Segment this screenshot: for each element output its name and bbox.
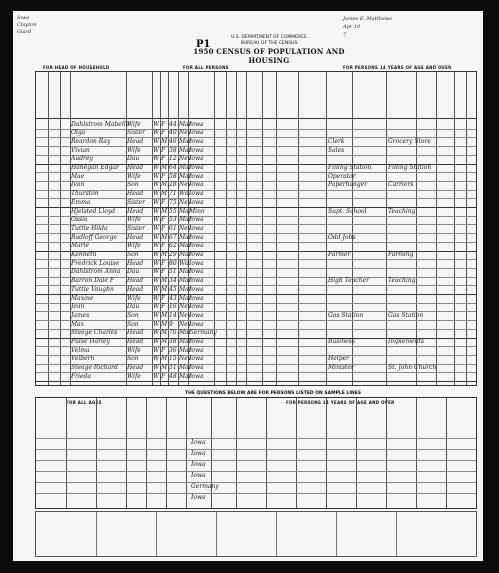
race: W	[153, 216, 160, 224]
age: 44	[169, 120, 177, 128]
relationship: Head	[127, 190, 144, 198]
sample-column-rule	[416, 398, 417, 508]
sex: F	[161, 303, 166, 311]
person-name: Maxine	[71, 294, 94, 302]
census-sheet	[13, 11, 483, 561]
sample-column-rule	[166, 398, 167, 508]
birthplace: Iowa	[189, 164, 204, 171]
race: W	[153, 259, 160, 267]
person-name: Olga	[71, 129, 86, 137]
marital-status: Nev	[179, 129, 192, 137]
person-name: Max	[71, 320, 85, 328]
age: 9	[169, 320, 173, 328]
enumerator-name: James E. Matthews	[343, 16, 392, 22]
relationship: Wife	[127, 294, 141, 302]
race: W	[153, 329, 160, 337]
marital-status: Wd	[179, 190, 190, 198]
person-name: Kenneth	[71, 251, 97, 258]
age: 46	[169, 137, 177, 145]
occupation: Minister	[328, 364, 354, 372]
age: 14	[169, 311, 177, 319]
sample-column-rule	[96, 398, 97, 508]
section-persons-14: FOR PERSONS 14 YEARS OF AGE AND OVER	[343, 65, 452, 70]
relationship: Head	[127, 207, 144, 215]
sample-row-rule	[36, 438, 476, 439]
sex: M	[161, 364, 168, 372]
census-title: 1950 CENSUS OF POPULATION AND HOUSING	[193, 47, 345, 65]
age: 51	[169, 268, 177, 276]
person-name: Dahlstrom Mabelle	[71, 120, 130, 128]
header-right	[343, 15, 481, 39]
sex: M	[161, 190, 168, 198]
relationship: Wife	[127, 172, 141, 180]
marital-status: Nev	[179, 303, 192, 311]
relationship: Sister	[127, 198, 145, 206]
sex: M	[161, 137, 168, 145]
birthplace: Iowa	[189, 190, 204, 198]
birthplace: Iowa	[189, 277, 204, 285]
birthplace: Iowa	[189, 372, 204, 380]
person-name: Ivan	[71, 181, 85, 189]
sex: F	[161, 346, 166, 354]
race: W	[153, 172, 160, 180]
age: 29	[169, 251, 177, 258]
race: W	[153, 303, 160, 311]
birthplace: Iowa	[189, 311, 204, 319]
sample-row-rule	[36, 493, 476, 494]
age: 53	[169, 216, 177, 224]
race: W	[153, 311, 160, 319]
age: 36	[169, 346, 177, 354]
township-value: Giard	[17, 29, 32, 35]
birthplace: Iowa	[189, 224, 204, 232]
sample-column-rule	[356, 398, 357, 508]
birthplace: Iowa	[189, 303, 204, 311]
relationship: Sister	[127, 224, 145, 232]
sample-column-rule	[66, 398, 67, 508]
race: W	[153, 285, 160, 293]
footer-notes-box	[35, 511, 477, 557]
age: 80	[169, 259, 177, 267]
person-name: Emma	[71, 198, 91, 206]
birthplace: Iowa	[189, 137, 204, 145]
person-name: Tuttle Hilda	[71, 224, 108, 232]
marital-status: Nev	[179, 155, 192, 163]
relationship: Head	[127, 364, 144, 372]
sample-section-title: THE QUESTIONS BELOW ARE FOR PERSONS LISTED ON SAMPLE LINES	[185, 391, 361, 396]
marital-status: Mar	[179, 285, 192, 293]
enumeration-date: Apr 10	[343, 24, 361, 30]
person-name: Pulse Harley	[71, 338, 110, 345]
person-name: Hjelsted Lloyd	[71, 207, 116, 215]
industry: Gas Station	[388, 311, 424, 319]
race: W	[153, 129, 160, 137]
sex: M	[161, 233, 168, 241]
person-name: Hanegan Edgar	[71, 164, 119, 171]
sex: M	[161, 311, 168, 319]
birthplace: Iowa	[189, 294, 204, 302]
person-name: Fredrick Louise	[71, 259, 120, 267]
person-name: Barron Dale F	[71, 277, 115, 285]
birthplace: Iowa	[189, 129, 204, 137]
sheet-number: 7	[343, 32, 347, 38]
relationship: Head	[127, 233, 144, 241]
occupation: Farmer	[328, 251, 351, 258]
person-name: Ossia	[71, 216, 88, 224]
race: W	[153, 120, 160, 128]
race: W	[153, 190, 160, 198]
sample-birthplace: Iowa	[191, 472, 206, 479]
age: 71	[169, 190, 177, 198]
race: W	[153, 233, 160, 241]
sample-row-rule	[36, 449, 476, 450]
sex: M	[161, 355, 168, 363]
race: W	[153, 198, 160, 206]
sample-column-rule	[446, 398, 447, 508]
age: 67	[169, 233, 177, 241]
race: W	[153, 164, 160, 171]
occupation: Operator	[328, 172, 356, 180]
sample-birthplace: Germany	[191, 483, 219, 490]
person-name: Steege Richard	[71, 364, 118, 372]
relationship: Head	[127, 259, 144, 267]
sex: F	[161, 259, 166, 267]
race: W	[153, 137, 160, 145]
birthplace: Iowa	[189, 268, 204, 276]
industry: Grocery Store	[388, 137, 431, 145]
form-code: P1	[196, 39, 211, 50]
marital-status: Mar	[179, 338, 192, 345]
marital-status: Nev	[179, 320, 192, 328]
relationship: Dau	[127, 155, 140, 163]
birthplace: Iowa	[189, 364, 204, 372]
sex: F	[161, 172, 166, 180]
occupation: Sales	[328, 146, 345, 154]
marital-status: Mar	[179, 329, 192, 337]
relationship: Head	[127, 285, 144, 293]
age: 28	[169, 181, 177, 189]
sex: F	[161, 242, 166, 250]
marital-status: Mar	[179, 172, 192, 180]
race: W	[153, 268, 160, 276]
age: 62	[169, 242, 177, 250]
age: 75	[169, 198, 177, 206]
relationship: Son	[127, 320, 139, 328]
sample-birthplace: Iowa	[191, 450, 206, 457]
relationship: Son	[127, 251, 139, 258]
industry: St. John Church	[388, 364, 437, 372]
marital-status: Mar	[179, 251, 192, 258]
birthplace: Iowa	[189, 259, 204, 267]
person-name: Tuttle Vaughn	[71, 285, 114, 293]
birthplace: Iowa	[189, 285, 204, 293]
footer-column-rule	[96, 512, 97, 556]
race: W	[153, 224, 160, 232]
sample-birthplace: Iowa	[191, 494, 206, 501]
sex: M	[161, 338, 168, 345]
sex: F	[161, 146, 166, 154]
industry: Carriers	[388, 181, 414, 189]
sample-14-label: FOR PERSONS 14 YEARS OF AGE AND OVER	[286, 400, 395, 405]
relationship: Head	[127, 329, 144, 337]
footer-column-rule	[336, 512, 337, 556]
sex: M	[161, 164, 168, 171]
birthplace: Iowa	[189, 233, 204, 241]
sex: M	[161, 251, 168, 258]
sample-column-rule	[266, 398, 267, 508]
header-left	[17, 15, 105, 36]
race: W	[153, 320, 160, 328]
sample-birthplace: Iowa	[191, 461, 206, 468]
marital-status: Mar	[179, 216, 192, 224]
marital-status: Mar	[179, 294, 192, 302]
race: W	[153, 155, 160, 163]
bureau: BUREAU OF THE CENSUS	[240, 41, 298, 46]
age: 43	[169, 294, 177, 302]
sex: F	[161, 129, 166, 137]
birthplace: Iowa	[189, 181, 204, 189]
footer-column-rule	[276, 512, 277, 556]
marital-status: Mar	[179, 207, 192, 215]
age: 61	[169, 224, 177, 232]
age: 48	[169, 372, 177, 380]
title-block	[189, 35, 349, 65]
race: W	[153, 294, 160, 302]
birthplace: Iowa	[189, 338, 204, 345]
race: W	[153, 146, 160, 154]
marital-status: Mar	[179, 242, 192, 250]
relationship: Wife	[127, 346, 141, 354]
sex: F	[161, 372, 166, 380]
birthplace: Germany	[189, 329, 217, 337]
person-name: Audrey	[71, 155, 93, 163]
county-value: Clayton	[17, 22, 37, 28]
age: 38	[169, 146, 177, 154]
birthplace: Iowa	[189, 320, 204, 328]
age: 38	[169, 338, 177, 345]
industry: Filling Station	[388, 164, 432, 171]
birthplace: Iowa	[189, 216, 204, 224]
relationship: Head	[127, 164, 144, 171]
sample-column-rule	[326, 398, 327, 508]
marital-status: Nev	[179, 181, 192, 189]
race: W	[153, 277, 160, 285]
sex: M	[161, 277, 168, 285]
section-household: FOR HEAD OF HOUSEHOLD	[43, 65, 110, 70]
sample-column-rule	[126, 398, 127, 508]
marital-status: Mar	[179, 146, 192, 154]
marital-status: Nev	[179, 355, 192, 363]
sample-row-rule	[36, 471, 476, 472]
footer-column-rule	[216, 512, 217, 556]
marital-status: Mar	[179, 277, 192, 285]
age: 12	[169, 155, 177, 163]
sample-column-rule	[186, 398, 187, 508]
marital-status: Mar	[179, 120, 192, 128]
sex: M	[161, 181, 168, 189]
sample-lines-grid	[35, 397, 477, 509]
marital-status: Mar	[179, 346, 192, 354]
person-name: Radloff George	[71, 233, 117, 241]
birthplace: Iowa	[189, 146, 204, 154]
sex: M	[161, 207, 168, 215]
sample-row-rule	[36, 482, 476, 483]
person-name: Marie	[71, 242, 90, 250]
marital-status: Mar	[179, 364, 192, 372]
marital-status: Mar	[179, 233, 192, 241]
state-value: Iowa	[17, 15, 30, 21]
person-name: Velma	[71, 346, 90, 354]
person-name: Mae	[71, 172, 85, 180]
sex: F	[161, 198, 166, 206]
marital-status: Mar	[179, 137, 192, 145]
relationship: Wife	[127, 372, 141, 380]
occupation: Supt. School	[328, 207, 367, 215]
relationship: Son	[127, 311, 139, 319]
person-name: Thurston	[71, 190, 99, 198]
birthplace: Iowa	[189, 355, 204, 363]
sex: M	[161, 329, 168, 337]
occupation: Odd Jobs	[328, 233, 356, 241]
footer-column-rule	[156, 512, 157, 556]
birthplace: Iowa	[189, 155, 204, 163]
race: W	[153, 346, 160, 354]
race: W	[153, 338, 160, 345]
sample-all-ages-label: FOR ALL AGES	[66, 400, 102, 405]
race: W	[153, 364, 160, 372]
race: W	[153, 207, 160, 215]
race: W	[153, 372, 160, 380]
sex: M	[161, 285, 168, 293]
marital-status: Nev	[179, 198, 192, 206]
sample-row-rule	[36, 460, 476, 461]
sample-column-rule	[146, 398, 147, 508]
person-name: Steege Charles	[71, 329, 118, 337]
race: W	[153, 181, 160, 189]
person-name: Dahlstrom Anna	[71, 268, 121, 276]
marital-status: Nev	[179, 311, 192, 319]
birthplace: Iowa	[189, 251, 204, 258]
sex: M	[161, 320, 168, 328]
marital-status: Mar	[179, 164, 192, 171]
person-name: Reardon Ray	[71, 137, 111, 145]
sample-birthplace: Iowa	[191, 439, 206, 446]
marital-status: Mar	[179, 268, 192, 276]
birthplace: Iowa	[189, 346, 204, 354]
sex: F	[161, 216, 166, 224]
birthplace: Iowa	[189, 242, 204, 250]
sample-column-rule	[236, 398, 237, 508]
age: 45	[169, 285, 177, 293]
age: 51	[169, 364, 177, 372]
sex: F	[161, 155, 166, 163]
sample-column-rule	[386, 398, 387, 508]
sample-column-rule	[296, 398, 297, 508]
person-name: Jean	[71, 303, 85, 311]
race: W	[153, 355, 160, 363]
section-all-persons: FOR ALL PERSONS	[183, 65, 229, 70]
sex: F	[161, 120, 166, 128]
sex: F	[161, 224, 166, 232]
occupation: Gas Station	[328, 311, 364, 319]
birthplace: Iowa	[189, 198, 204, 206]
column-header-area	[36, 72, 476, 119]
occupation: Filling Station	[328, 164, 372, 171]
marital-status: Mar	[179, 372, 192, 380]
age: 55	[169, 207, 177, 215]
occupation: Paperhanger	[328, 181, 368, 189]
relationship: Head	[127, 277, 144, 285]
industry: Teaching	[388, 277, 416, 285]
age: 15	[169, 355, 177, 363]
occupation: Helper	[328, 355, 349, 363]
relationship: Head	[127, 338, 144, 345]
relationship: Wife	[127, 216, 141, 224]
age: 40	[169, 129, 177, 137]
industry: Farming	[388, 251, 414, 258]
occupation: Clerk	[328, 137, 345, 145]
person-name: Frieda	[71, 372, 91, 380]
agency: U.S. DEPARTMENT OF COMMERCE	[231, 35, 307, 40]
industry: Implements	[388, 338, 424, 345]
population-schedule-grid	[35, 71, 477, 386]
age: 76	[169, 329, 177, 337]
birthplace: Minn	[189, 207, 205, 215]
age: 34	[169, 277, 177, 285]
person-name: James	[71, 311, 90, 319]
footer-column-rule	[396, 512, 397, 556]
occupation: High Teacher	[328, 277, 370, 285]
relationship: Head	[127, 137, 144, 145]
race: W	[153, 251, 160, 258]
industry: Teaching	[388, 207, 416, 215]
relationship: Wife	[127, 242, 141, 250]
relationship: Sister	[127, 129, 145, 137]
relationship: Wife	[127, 146, 141, 154]
race: W	[153, 242, 160, 250]
age: 58	[169, 172, 177, 180]
occupation: Business	[328, 338, 355, 345]
person-name: Vivian	[71, 146, 90, 154]
sex: F	[161, 268, 166, 276]
relationship: Dau	[127, 268, 140, 276]
grid-row-rule	[36, 381, 476, 382]
relationship: Dau	[127, 303, 140, 311]
relationship: Wife	[127, 120, 141, 128]
age: 16	[169, 303, 177, 311]
birthplace: Iowa	[189, 172, 204, 180]
person-name: Velbern	[71, 355, 95, 363]
marital-status: Nev	[179, 224, 192, 232]
relationship: Son	[127, 181, 139, 189]
relationship: Son	[127, 355, 139, 363]
birthplace: Iowa	[189, 120, 204, 128]
marital-status: Wd	[179, 259, 190, 267]
sex: F	[161, 294, 166, 302]
age: 64	[169, 164, 177, 171]
